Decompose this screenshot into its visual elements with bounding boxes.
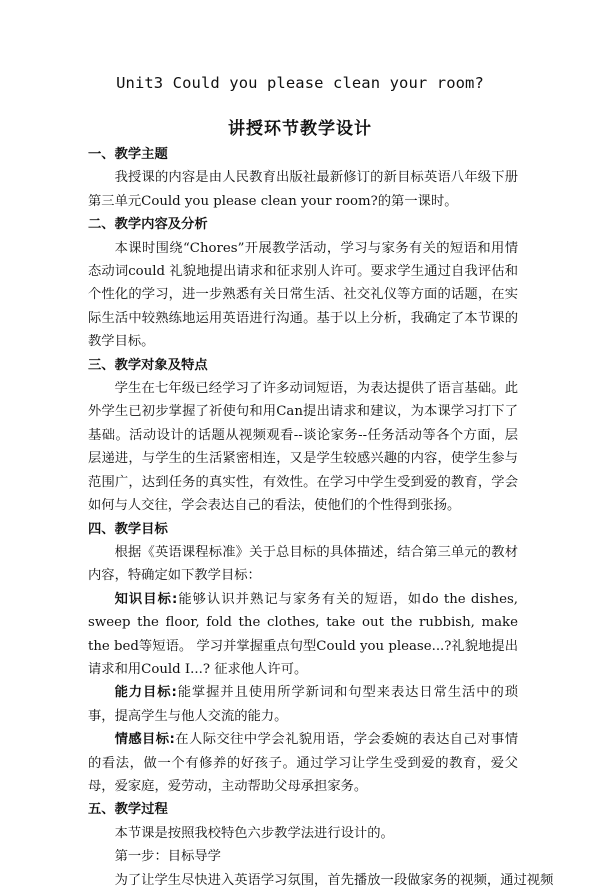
goal-text: 能够认识并熟记与家务有关的短语，如do the dishes, sweep the floor, fold the clothes, take out the rubbish, make the bed等短语。 学习并掌握重点句型Could you please...?礼貌地提出请求和用Could I...? 征求他人许可。: [88, 591, 518, 677]
section-heading-content-analysis: 二、教学内容及分析: [88, 217, 208, 233]
document-subtitle: 讲授环节教学设计: [228, 119, 372, 139]
ability-goal: [88, 681, 518, 728]
emotion-goal: [88, 728, 518, 798]
section-paragraph: 学生在七年级已经学习了许多动词短语，为表达提供了语言基础。此外学生已初步掌握了祈使句和用Can提出请求和建议，为本课学习打下了基础。活动设计的话题从视频观看--谈论家务--任务活动等各个方面，层层递进，与学生的生活紧密相连，又是学生较感兴趣的内容，使学生参与范围广，达到任务的真实性，有效性。在学习中学生受到爱的教育，学会如何与人交往，学会表达自己的看法，使他们的个性得到张扬。: [88, 381, 518, 514]
objectives-intro: 根据《英语课程标准》关于总目标的具体描述，结合第三单元的教材内容，特确定如下教学目标：: [88, 544, 518, 584]
document-title: Unit3 Could you please clean your room?: [116, 74, 484, 92]
section-paragraph: 本节课是按照我校特色六步教学法进行设计的。: [114, 825, 394, 841]
section-paragraph: 为了让学生尽快进入英语学习氛围，首先播放一段做家务的视频，通过视频: [114, 872, 554, 888]
goal-text: 在人际交往中学会礼貌用语，学会委婉的表达自己对事情的看法，做一个有修养的好孩子。通过学习让学生受到爱的教育，爱父母，爱家庭，爱劳动，主动帮助父母承担家务。: [88, 732, 518, 794]
section-heading-objectives: 四、教学目标: [88, 521, 168, 537]
goal-text: 能掌握并且使用所学新词和句型来表达日常生活中的琐事，提高学生与他人交流的能力。: [88, 685, 518, 724]
document-body: [88, 143, 554, 892]
section-heading-process: 五、教学过程: [88, 802, 168, 818]
knowledge-goal: [88, 588, 518, 682]
section-paragraph: 本课时围绕“Chores”开展教学活动，学习与家务有关的短语和用情态动词could 礼貌地提出请求和征求别人许可。要求学生通过自我评估和个性化的学习，进一步熟悉有关日常生活、社交礼仪等方面的话题，在实际生活中较熟练地运用英语进行沟通。基于以上分析，我确定了本节课的教学目标。: [88, 240, 518, 350]
section-paragraph: 我授课的内容是由人民教育出版社最新修订的新目标英语八年级下册第三单元Could you please clean your room?的第一课时。: [88, 170, 518, 209]
section-heading-theme: 一、教学主题: [88, 147, 168, 162]
goal-label: 知识目标:: [114, 591, 178, 607]
step-label: 第一步：目标导学: [114, 849, 221, 865]
section-heading-students: 三、教学对象及特点: [88, 357, 208, 373]
goal-label: 情感目标:: [114, 732, 175, 748]
goal-label: 能力目标:: [114, 685, 177, 701]
